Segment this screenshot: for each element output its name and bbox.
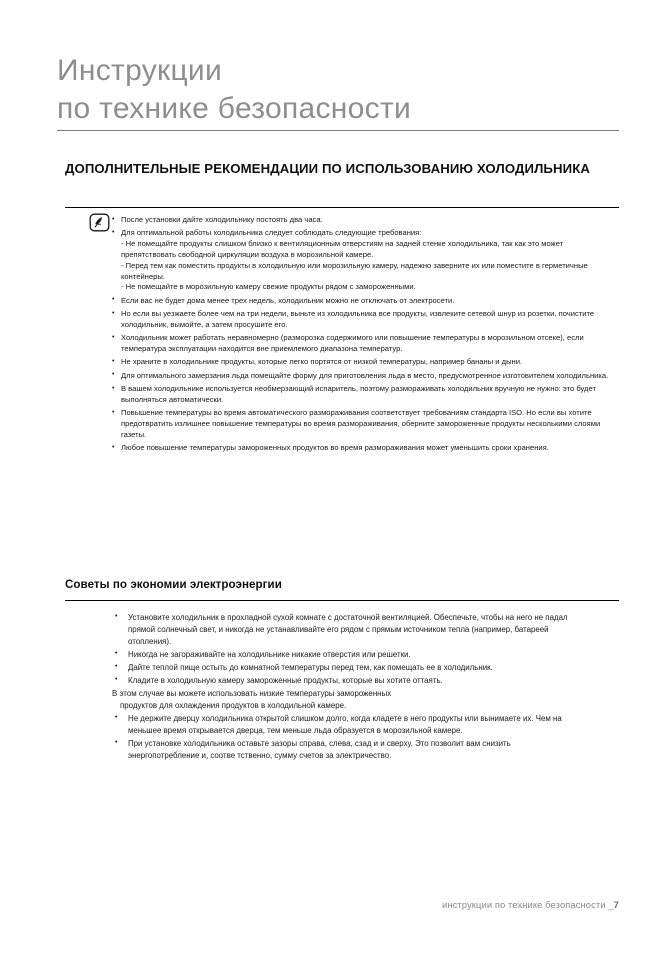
page-footer [65,899,619,910]
list-sub-item: - Перед тем как поместить продукты в холодильную или морозильную камеру, надежно заверните их или поместите в герметичные контейнеры. [121,260,588,281]
list-item-text: Дайте теплой пище остыть до комнатной температуры перед тем, как помещать ее в холодильник. [128,663,493,673]
energy-saving-tips-list [112,612,582,763]
list-item-text: Не держите дверцу холодильника открытой слишком долго, когда кладете в него продукты или вынимаете их. Чем на меньшее время открывается дверца, тем меньше льда образуется в морозильной камере. [128,714,562,736]
list-item-text: В вашем холодильнике используется необмерзающий испаритель, поэтому размораживать холодильник вручную не нужно: это будет выполняться автоматически. [121,384,596,404]
list-item [112,357,612,368]
footer-page-number: 7 [613,899,619,910]
list-item-text: В этом случае вы можете использовать низкие температуры замороженных [112,689,392,699]
list-item-text: Повышение температуры во время автоматического размораживания соответствует требованиям стандарта ISO. Но если вы хотите предотвратить излишнее повышение температуры во время размораживания, оберните замороженные продукты несколькими слоями газеты. [121,408,601,439]
section-heading-rule [65,207,619,208]
list-item-text: Если вас не будет дома менее трех недель, холодильник можно не отключать от электросети. [121,295,455,305]
subsection-heading-rule [65,600,619,601]
list-paragraph-continuation: продуктов для охлаждения продуктов в холодильной камере. [120,701,347,711]
list-item-text: Для оптимальной работы холодильника следует соблюдать следующие требования: [121,228,422,238]
additional-recommendations-list [112,215,612,457]
list-item [112,675,582,687]
chapter-title-line-1: Инструкции [57,54,223,87]
list-item [112,738,582,762]
list-item-text: Установите холодильник в прохладной сухой комнате с достаточной вентиляцией. Обеспечьте, чтобы на него не падал прямой солнечный свет, и никогда не устанавливайте его рядом с прямым источником тепла (например, батареей отопления). [128,613,568,647]
list-item [112,228,612,293]
list-item-text: Кладите в холодильную камеру замороженные продукты, которые вы хотите оттаять. [128,676,443,686]
list-item [112,333,612,355]
list-item [112,612,582,648]
list-item-text: Никогда не загораживайте на холодильнике никакие отверстия или решетки. [128,650,411,660]
list-item [112,662,582,674]
note-pen-icon [89,213,110,232]
list-item-text: Не храните в холодильнике продукты, которые легко портятся от низкой температуры, например бананы и дыни. [121,357,523,367]
chapter-title [57,52,619,131]
list-item-text: После установки дайте холодильнику постоять два часа. [121,215,323,224]
list-item [112,296,612,307]
subsection-heading: Советы по экономии электроэнергии [65,578,282,591]
list-sub-item: - Не помещайте в морозильную камеру свежие продукты рядом с замороженными. [121,282,416,292]
list-item-text: Любое повышение температуры замороженных продуктов во время размораживания может уменьшить сроки хранения. [121,443,549,453]
list-item-text: Но если вы уезжаете более чем на три недели, выньте из холодильника все продукты, извлеките сетевой шнур из розетки, почистите холодильник, вымойте, а затем просушите его. [121,309,595,329]
list-item-text: Для оптимального замерзания льда помещайте форму для приготовления льда в место, предусмотренное изготовителем холодильника. [121,370,609,380]
list-item-text: Холодильник может работать неравномерно (разморозка содержимого или повышение температуры в морозильном отсеке), если температура эксплуатации находится вне приемлемого диапазона температур. [121,333,584,353]
chapter-title-rule [57,130,619,131]
list-item [112,309,612,331]
list-item [112,649,582,661]
list-item [112,371,612,382]
list-item [112,408,612,440]
section-heading: ДОПОЛНИТЕЛЬНЫЕ РЕКОМЕНДАЦИИ ПО ИСПОЛЬЗОВАНИЮ ХОЛОДИЛЬНИКА [65,161,590,176]
list-sub-item: - Не помещайте продукты слишком близко к вентиляционным отверстиям на задней стенке холодильника, так как это может препятствовать свободной циркуляции воздуха в морозильной камере. [121,239,564,259]
list-item [112,215,612,226]
chapter-title-line-2: по технике безопасности [57,92,412,126]
list-item-text: При установке холодильника оставьте зазоры справа, слева, сзад и и сверху. Это позволит вам снизить энергопотребление и, соотве тственно, сумму счетов за электричество. [128,739,511,761]
list-item [112,384,612,406]
footer-chapter-label: инструкции по технике безопасности _ [442,899,614,910]
list-item [112,443,612,454]
list-item [112,713,582,737]
list-paragraph [112,688,582,712]
